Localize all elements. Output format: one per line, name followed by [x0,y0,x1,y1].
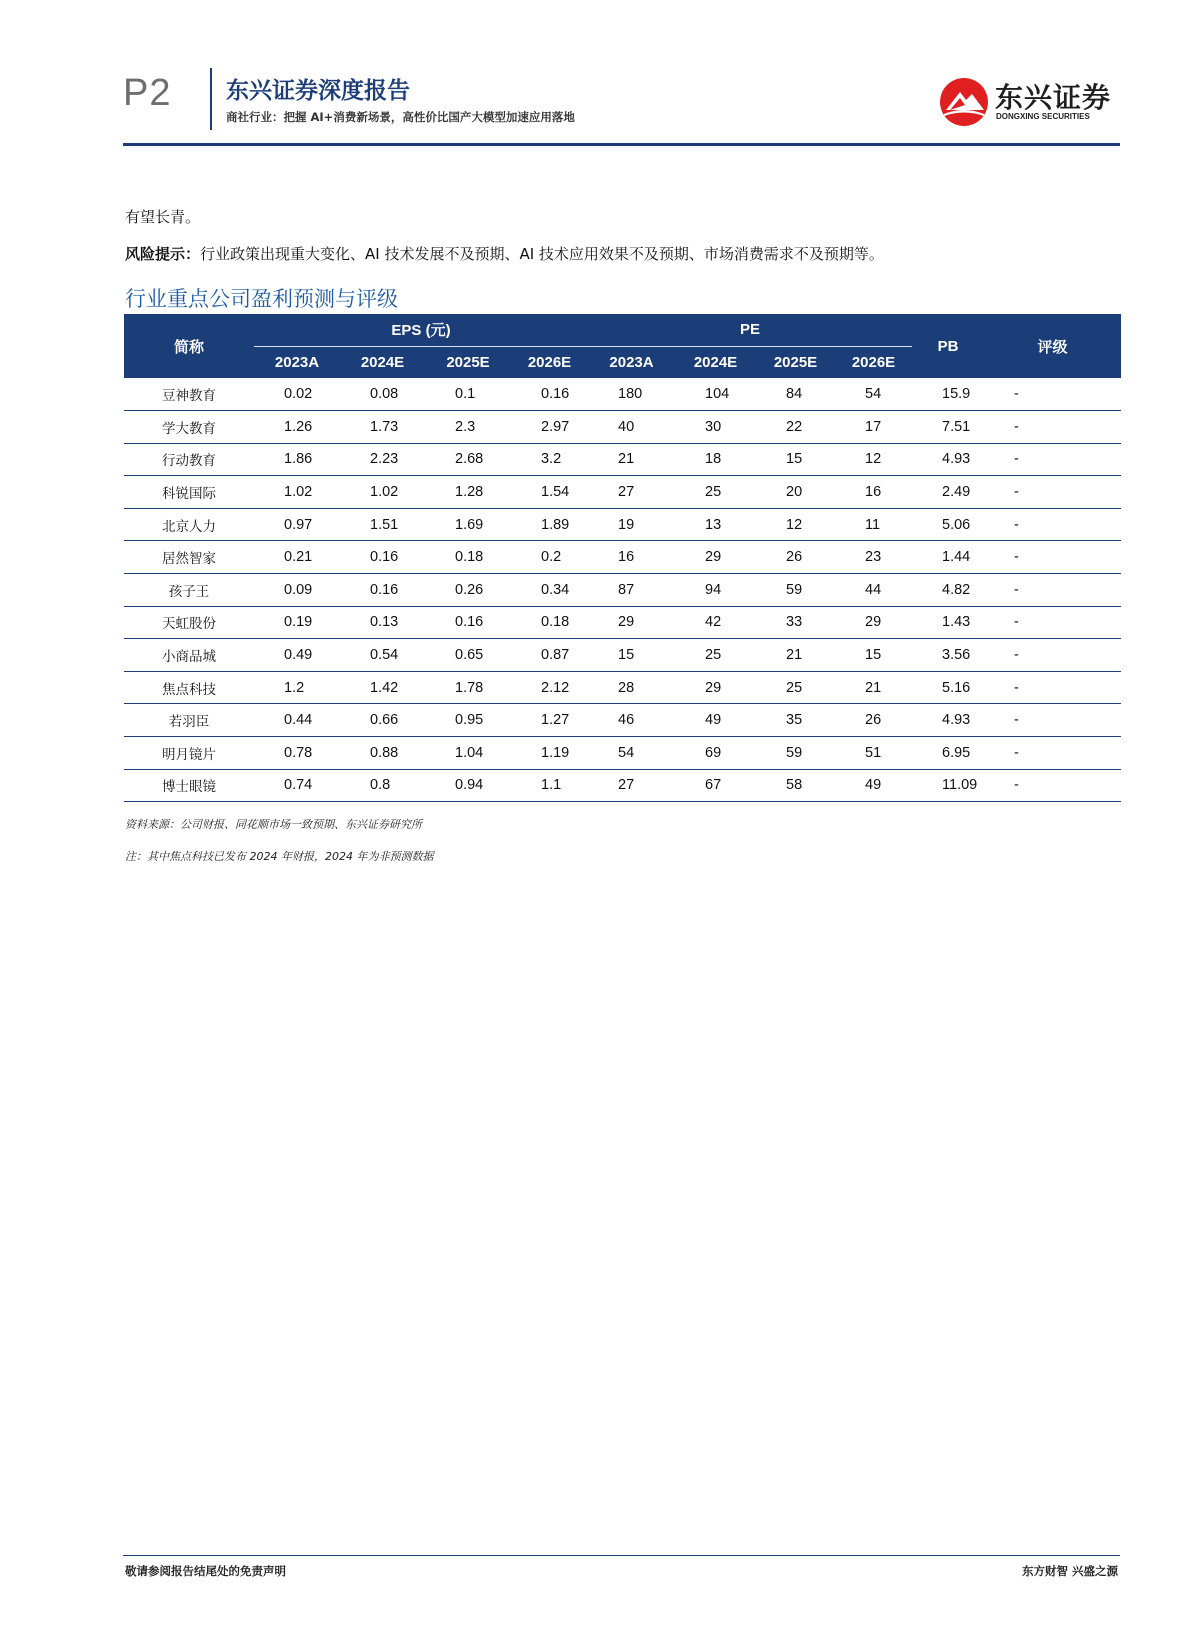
value-cell: 0.18 [511,606,588,639]
table-row [124,606,1121,639]
value-cell: 29 [675,671,756,704]
value-cell: - [984,443,1121,476]
value-cell: 29 [675,541,756,574]
value-cell: 18 [675,443,756,476]
table-row [124,541,1121,574]
value-cell: 0.18 [425,541,511,574]
value-cell: 0.16 [340,574,425,607]
company-name-cell: 行动教育 [124,443,254,476]
header-year: 2025E [425,346,511,378]
value-cell: 30 [675,411,756,444]
table-row [124,411,1121,444]
table-row [124,671,1121,704]
value-cell: 21 [588,443,675,476]
header-rule [123,143,1120,146]
company-name-cell: 孩子王 [124,574,254,607]
value-cell: 69 [675,737,756,770]
company-name-cell: 北京人力 [124,508,254,541]
value-cell: 11 [835,508,912,541]
value-cell: 25 [675,476,756,509]
value-cell: 25 [756,671,835,704]
value-cell: 3.2 [511,443,588,476]
value-cell: 15 [756,443,835,476]
table-row [124,378,1121,411]
value-cell: 22 [756,411,835,444]
value-cell: - [984,769,1121,802]
header-year: 2025E [756,346,835,378]
value-cell: 0.26 [425,574,511,607]
value-cell: 15.9 [912,378,984,411]
risk-paragraph [125,243,884,264]
value-cell: 27 [588,769,675,802]
value-cell: 0.08 [340,378,425,411]
value-cell: - [984,606,1121,639]
value-cell: 0.97 [254,508,340,541]
company-name-cell: 居然智家 [124,541,254,574]
value-cell: 4.93 [912,704,984,737]
value-cell: 5.16 [912,671,984,704]
value-cell: 2.23 [340,443,425,476]
dongxing-logo-icon [938,76,990,128]
value-cell: - [984,737,1121,770]
company-name-cell: 明月镜片 [124,737,254,770]
value-cell: 0.1 [425,378,511,411]
value-cell: 0.87 [511,639,588,672]
company-name-cell: 小商品城 [124,639,254,672]
value-cell: 1.1 [511,769,588,802]
value-cell: 42 [675,606,756,639]
header-pb: PB [912,314,984,378]
value-cell: - [984,476,1121,509]
value-cell: 0.8 [340,769,425,802]
value-cell: 5.06 [912,508,984,541]
value-cell: 0.78 [254,737,340,770]
header-eps-group: EPS (元) [254,314,588,346]
header-year: 2024E [675,346,756,378]
value-cell: 4.93 [912,443,984,476]
value-cell: 1.28 [425,476,511,509]
value-cell: 0.16 [511,378,588,411]
value-cell: 1.02 [254,476,340,509]
value-cell: - [984,574,1121,607]
value-cell: 19 [588,508,675,541]
value-cell: - [984,541,1121,574]
value-cell: 104 [675,378,756,411]
company-name-cell: 学大教育 [124,411,254,444]
value-cell: 59 [756,574,835,607]
value-cell: 1.04 [425,737,511,770]
value-cell: 1.02 [340,476,425,509]
value-cell: 0.21 [254,541,340,574]
header-name: 简称 [124,314,254,378]
value-cell: 21 [756,639,835,672]
value-cell: 26 [835,704,912,737]
value-cell: 67 [675,769,756,802]
value-cell: 2.49 [912,476,984,509]
company-name-cell: 若羽臣 [124,704,254,737]
value-cell: 0.44 [254,704,340,737]
table-title: 行业重点公司盈利预测与评级 [125,287,398,311]
value-cell: 49 [835,769,912,802]
company-name-cell: 天虹股份 [124,606,254,639]
value-cell: 46 [588,704,675,737]
company-name-cell: 焦点科技 [124,671,254,704]
value-cell: - [984,671,1121,704]
table-row [124,443,1121,476]
value-cell: 1.2 [254,671,340,704]
value-cell: 0.2 [511,541,588,574]
page-number: P2 [123,72,172,114]
data-note: 注：其中焦点科技已发布 2024 年财报，2024 年为非预测数据 [125,850,434,863]
value-cell: 0.34 [511,574,588,607]
value-cell: 20 [756,476,835,509]
value-cell: 2.12 [511,671,588,704]
value-cell: 0.66 [340,704,425,737]
value-cell: 29 [588,606,675,639]
body-paragraph: 有望长青。 [125,208,201,226]
value-cell: 0.09 [254,574,340,607]
footer-rule [123,1555,1120,1556]
value-cell: 0.65 [425,639,511,672]
value-cell: 0.16 [340,541,425,574]
value-cell: 0.13 [340,606,425,639]
logo-text-cn: 东兴证券 [995,81,1112,114]
value-cell: 54 [588,737,675,770]
value-cell: 1.54 [511,476,588,509]
company-name-cell: 科锐国际 [124,476,254,509]
value-cell: 0.95 [425,704,511,737]
value-cell: 49 [675,704,756,737]
header-rating: 评级 [984,314,1121,378]
value-cell: 1.51 [340,508,425,541]
header-year: 2023A [588,346,675,378]
value-cell: 0.19 [254,606,340,639]
value-cell: 1.42 [340,671,425,704]
risk-label: 风险提示： [125,245,201,263]
table-row [124,704,1121,737]
logo-text-en: DONGXING SECURITIES [996,112,1090,121]
value-cell: 11.09 [912,769,984,802]
value-cell: 1.86 [254,443,340,476]
table-row [124,508,1121,541]
value-cell: 0.49 [254,639,340,672]
value-cell: 7.51 [912,411,984,444]
value-cell: 59 [756,737,835,770]
value-cell: 33 [756,606,835,639]
value-cell: 58 [756,769,835,802]
value-cell: 1.78 [425,671,511,704]
forecast-table [124,314,1121,802]
value-cell: 16 [835,476,912,509]
value-cell: 21 [835,671,912,704]
value-cell: - [984,378,1121,411]
footer-slogan: 东方财智 兴盛之源 [1021,1564,1118,1578]
value-cell: 0.54 [340,639,425,672]
header-year: 2026E [511,346,588,378]
value-cell: 15 [835,639,912,672]
value-cell: 180 [588,378,675,411]
value-cell: 6.95 [912,737,984,770]
value-cell: 2.68 [425,443,511,476]
table-row [124,574,1121,607]
value-cell: 3.56 [912,639,984,672]
value-cell: 40 [588,411,675,444]
header-year: 2024E [340,346,425,378]
value-cell: 1.27 [511,704,588,737]
value-cell: 4.82 [912,574,984,607]
value-cell: - [984,704,1121,737]
value-cell: 25 [675,639,756,672]
value-cell: 0.88 [340,737,425,770]
value-cell: 27 [588,476,675,509]
value-cell: 1.89 [511,508,588,541]
value-cell: 15 [588,639,675,672]
value-cell: 23 [835,541,912,574]
value-cell: 94 [675,574,756,607]
company-name-cell: 豆神教育 [124,378,254,411]
report-subtitle: 商社行业：把握 AI+消费新场景，高性价比国产大模型加速应用落地 [226,110,575,124]
header-divider [210,68,212,130]
value-cell: 2.3 [425,411,511,444]
report-title: 东兴证券深度报告 [226,78,410,104]
value-cell: 51 [835,737,912,770]
value-cell: 0.74 [254,769,340,802]
table-row [124,737,1121,770]
header-pe-group: PE [588,314,912,346]
value-cell: 1.44 [912,541,984,574]
value-cell: 44 [835,574,912,607]
value-cell: 35 [756,704,835,737]
table-row [124,639,1121,672]
value-cell: 28 [588,671,675,704]
value-cell: 0.94 [425,769,511,802]
value-cell: 1.43 [912,606,984,639]
header-year: 2026E [835,346,912,378]
value-cell: 1.26 [254,411,340,444]
risk-text: 行业政策出现重大变化、AI 技术发展不及预期、AI 技术应用效果不及预期、市场消费需求不及预期等。 [200,245,884,263]
value-cell: - [984,639,1121,672]
value-cell: 0.16 [425,606,511,639]
value-cell: 26 [756,541,835,574]
table-row [124,476,1121,509]
company-name-cell: 博士眼镜 [124,769,254,802]
table-body [124,378,1121,802]
value-cell: 87 [588,574,675,607]
value-cell: 16 [588,541,675,574]
table-row [124,769,1121,802]
value-cell: 13 [675,508,756,541]
value-cell: 2.97 [511,411,588,444]
value-cell: - [984,508,1121,541]
value-cell: 29 [835,606,912,639]
footer-disclaimer: 敬请参阅报告结尾处的免责声明 [125,1564,286,1578]
value-cell: 1.73 [340,411,425,444]
value-cell: - [984,411,1121,444]
company-logo [938,76,1118,130]
value-cell: 0.02 [254,378,340,411]
value-cell: 12 [835,443,912,476]
value-cell: 84 [756,378,835,411]
header-year: 2023A [254,346,340,378]
source-note: 资料来源：公司财报、同花顺市场一致预期、东兴证券研究所 [125,818,422,831]
value-cell: 1.19 [511,737,588,770]
value-cell: 54 [835,378,912,411]
value-cell: 1.69 [425,508,511,541]
value-cell: 17 [835,411,912,444]
value-cell: 12 [756,508,835,541]
